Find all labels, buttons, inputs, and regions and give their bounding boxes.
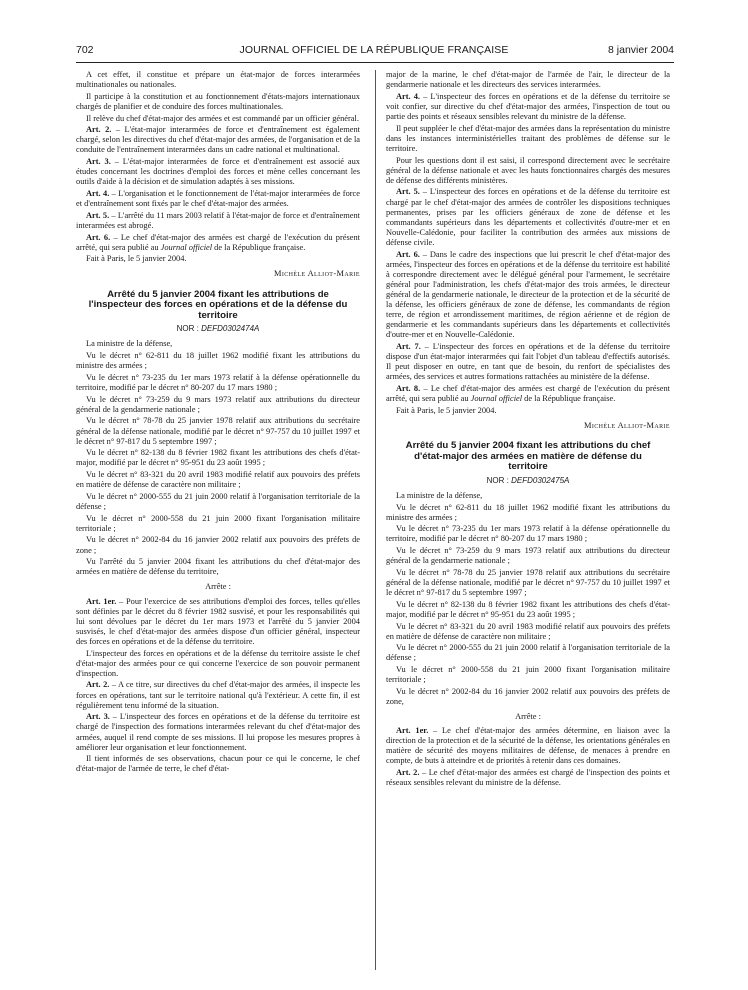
article: [386, 726, 670, 766]
done-at-line: Fait à Paris, le 5 janvier 2004.: [86, 254, 187, 264]
vu-clause: Vu le décret n° 2000-555 du 21 juin 2000 relatif à l'organisation territoriale de la défense ;: [76, 491, 360, 511]
article-label: Art. 1er.: [396, 726, 429, 736]
nor-reference: [76, 324, 360, 334]
article-label: Art. 3.: [86, 712, 110, 722]
column-divider: [375, 70, 376, 970]
nor-code: DEFD0302475A: [511, 475, 570, 485]
article: [386, 250, 670, 341]
done-at-line: Fait à Paris, le 5 janvier 2004.: [396, 405, 497, 415]
page-header: [0, 44, 748, 58]
paragraph-continued: major de la marine, le chef d'état-major de l'armée de l'air, le directeur de la gendarmerie nationale et les directeurs des services interarmées.: [386, 70, 670, 90]
left-column: [76, 70, 360, 776]
article-text: – Le chef d'état-major des armées est chargé de l'exécution du présent arrêté, qui sera publié au: [386, 383, 670, 404]
vu-clause: Vu le décret n° 2002-84 du 16 janvier 2002 relatif aux pouvoirs des préfets de zone ;: [76, 535, 360, 555]
article: [76, 680, 360, 710]
vu-clause: Vu le décret n° 73-259 du 9 mars 1973 relatif aux attributions du directeur général de la gendarmerie nationale ;: [76, 394, 360, 414]
article: [76, 233, 360, 253]
article-text: de la République française.: [522, 394, 616, 404]
vu-clause: Vu le décret n° 73-259 du 9 mars 1973 relatif aux attributions du directeur général de la gendarmerie nationale ;: [386, 546, 670, 566]
article-label: Art. 8.: [396, 383, 421, 393]
header-rule: [76, 62, 674, 63]
article-label: Art. 7.: [396, 342, 421, 351]
decree-heading: Arrêté du 5 janvier 2004 fixant les attributions de l'inspecteur des forces en opérations et de la défense du territoire: [88, 288, 348, 321]
article-text: – Pour l'exercice de ses attributions d'emploi des forces, telles qu'elles sont définies par le décret du 8 février 1982 susvisé, et pour les responsabilités qui lui sont dévolues par le décret du 1er mars 1973 et l'arrêté du 5 janvier 2004 susvisés, le chef d'état-major des armées dispose d'un officier général, inspecteur des forces en opérations et de la défense du territoire.: [76, 596, 360, 646]
article-text: – L'inspecteur des forces en opérations et de la défense du territoire est chargé de l'inspection des formations interarmées relevant du chef d'état-major des armées, auquel il rend compte de ses missions. Il lui propose les mesures propres à améliorer leur organisation et leur fonctionnement.: [76, 712, 360, 752]
article-label: Art. 5.: [86, 210, 110, 220]
article: [76, 712, 360, 752]
vu-clause: Vu le décret n° 62-811 du 18 juillet 1962 modifié fixant les attributions du ministre des armées ;: [76, 351, 360, 371]
article-text: de la République française.: [212, 242, 306, 252]
article-text: – L'inspecteur des forces en opérations et de la défense du territoire dispose d'un état-major interarmées qui fait l'objet d'un tableau d'effectifs autorisés. Il peut disposer en outre, en tant que de besoin, du renfort de spécialistes des armées, des services et autres formations rattachées au ministère de la défense.: [386, 342, 670, 382]
article-text: – L'état-major interarmées de force et d'entraînement est également chargé, selon les directives du chef d'état-major des armées, de l'organisation et de la conduite de l'entraînement interarmées dans un cadre national et multinational.: [76, 125, 361, 155]
article-label: Art. 1er.: [86, 596, 117, 606]
paragraph: Il tient informés de ses observations, chacun pour ce qui le concerne, le chef d'état-major de l'armée de terre, le chef d'état-: [76, 754, 360, 774]
journal-officiel-italic: Journal officiel: [160, 242, 213, 252]
vu-clause: Vu le décret n° 2000-555 du 21 juin 2000 relatif à l'organisation territoriale de la défense ;: [386, 643, 670, 663]
paragraph: L'inspecteur des forces en opérations et de la défense du territoire assiste le chef d'état-major des armées pour ce qui concerne l'exercice de son pouvoir permanent d'inspection.: [76, 648, 360, 678]
article: [76, 189, 360, 209]
article-label: Art. 2.: [86, 125, 112, 135]
vu-clause: Vu l'arrêté du 5 janvier 2004 fixant les attributions du chef d'état-major des armées en matière de défense du territoire,: [76, 557, 360, 577]
article-label: Art. 5.: [396, 187, 420, 197]
vu-clause: Vu le décret n° 78-78 du 25 janvier 1978 relatif aux attributions du secrétaire général de la défense nationale, modifié par le décret n° 97-757 du 10 juillet 1997 et le décret n° 97-817 du 5 septembre 1997 ;: [76, 416, 360, 446]
article: [386, 384, 670, 404]
article-label: Art. 3.: [86, 157, 111, 167]
paragraph: Il relève du chef d'état-major des armées et est commandé par un officier général.: [86, 113, 359, 123]
article: [386, 187, 670, 248]
article-text: – A ce titre, sur directives du chef d'état-major des armées, il inspecte les forces en opérations, tant sur le territoire national qu'à l'extérieur. A cette fin, il est régulièrement tenu informé de la situation.: [76, 680, 360, 710]
vu-clause: Vu le décret n° 2000-558 du 21 juin 2000 fixant l'organisation militaire territoriale ;: [386, 665, 670, 685]
vu-clause: Vu le décret n° 2000-558 du 21 juin 2000 fixant l'organisation militaire territoriale ;: [76, 513, 360, 533]
minister-intro: La ministre de la défense,: [86, 339, 173, 349]
article-text: – L'arrêté du 11 mars 2003 relatif à l'état-major de force et d'entraînement interarmées est abrogé.: [76, 210, 361, 230]
vu-clause: Vu le décret n° 2002-84 du 16 janvier 2002 relatif aux pouvoirs des préfets de zone,: [386, 686, 670, 706]
article-text: – Le chef d'état-major des armées est chargé de l'inspection des points et réseaux sensibles relevant du ministre de la défense.: [386, 768, 670, 788]
nor-label: NOR :: [176, 324, 202, 334]
article: [76, 157, 360, 187]
issue-date: 8 janvier 2004: [608, 44, 674, 56]
vu-clause: Vu le décret n° 73-235 du 1er mars 1973 relatif à la défense opérationnelle du territoire, modifié par le décret n° 80-207 du 17 mars 1980 ;: [386, 524, 670, 544]
nor-label: NOR :: [486, 475, 512, 485]
article-label: Art. 4.: [86, 189, 110, 198]
vu-clause: Vu le décret n° 73-235 du 1er mars 1973 relatif à la défense opérationnelle du territoire, modifié par le décret n° 80-207 du 17 mars 1980 ;: [76, 372, 360, 392]
arrete-label: Arrête :: [515, 712, 541, 722]
article: [76, 597, 360, 647]
article-text: – L'inspecteur des forces en opérations et de la défense du territoire se voit confier, sur directive du chef d'état-major des armées, l'inspection de tout ou partie des points et réseaux sensibles relevant du ministre de la défense.: [386, 91, 670, 121]
paragraph: A cet effet, il constitue et prépare un état-major de forces interarmées multinationales ou nationales.: [76, 70, 360, 90]
journal-officiel-italic: Journal officiel: [470, 394, 523, 404]
paragraph: Il peut suppléer le chef d'état-major des armées dans la représentation du ministre dans les instances interministérielles traitant des problèmes de défense sur le territoire.: [386, 123, 670, 153]
signature: Michèle Alliot-Marie: [273, 269, 360, 279]
vu-clause: Vu le décret n° 83-321 du 20 avril 1983 modifié relatif aux pouvoirs des préfets en matière de défense de caractère non militaire ;: [76, 470, 360, 490]
minister-intro: La ministre de la défense,: [396, 490, 483, 500]
article-label: Art. 2.: [86, 680, 110, 690]
vu-clause: Vu le décret n° 82-138 du 8 février 1982 fixant les attributions des chefs d'état-major, modifié par le décret n° 95-951 du 23 août 1995 ;: [76, 448, 360, 468]
right-column: [386, 70, 670, 790]
vu-clause: Vu le décret n° 83-321 du 20 avril 1983 modifié relatif aux pouvoirs des préfets en matière de défense de caractère non militaire ;: [386, 621, 670, 641]
article-text: – L'organisation et le fonctionnement de l'état-major interarmées de force et d'entraînement sont fixés par le chef d'état-major des armées.: [76, 189, 360, 209]
article-text: – Le chef d'état-major des armées est chargé de l'exécution du présent arrêté, qui sera publié au: [76, 232, 360, 252]
vu-clause: Vu le décret n° 82-138 du 8 février 1982 fixant les attributions des chefs d'état-major, modifié par le décret n° 95-951 du 23 août 1995 ;: [386, 599, 670, 619]
decree-heading: Arrêté du 5 janvier 2004 fixant les attributions du chef d'état-major des armées en matière de défense du territoire: [405, 439, 651, 473]
article-label: Art. 4.: [396, 91, 421, 101]
article: [76, 211, 360, 231]
article: [76, 125, 360, 155]
article-text: – L'état-major interarmées de force et d'entraînement est associé aux études concernant les doctrines d'emploi des forces et mène celles concernant les outils d'aide à la décision et de simulation adaptés à ses missions.: [76, 157, 360, 187]
article-text: – Dans le cadre des inspections que lui prescrit le chef d'état-major des armées, l'inspecteur des forces en opérations et de la défense du territoire est habilité à correspondre directement avec le délégué général pour l'armement, le secrétaire général pour l'administration, les chefs d'état-major des trois armées, le directeur général de la gendarmerie nationale, le directeur de la protection et de la sécurité de la défense, les officiers généraux de zone de défense, les commandants de région terre, de région et arrondissement maritimes, de région aérienne et de région de gendarmerie et les commandants supérieurs dans les départements et collectivités d'outre-mer et en Nouvelle-Calédonie.: [386, 249, 670, 340]
nor-reference: [386, 476, 670, 486]
arrete-label: Arrête :: [205, 582, 231, 592]
vu-clause: Vu le décret n° 62-811 du 18 juillet 1962 modifié fixant les attributions du ministre des armées ;: [386, 502, 670, 522]
article-text: – L'inspecteur des forces en opérations et de la défense du territoire est chargé par le chef d'état-major des armées de contrôler les dispositions techniques permanentes, prises par les officiers généraux de zone de défense et les commandants supérieurs dans les départements et collectivités d'outre-mer et en Nouvelle-Calédonie, pour faciliter la contribution des armées aux missions de défense civile.: [386, 187, 670, 247]
article: [386, 768, 670, 788]
article-text: – Le chef d'état-major des armées détermine, en liaison avec la direction de la protection et de la sécurité de la défense, les orientations générales en matière de sécurité des moyens militaires de défense, de menaces à prendre en compte, de buts à atteindre et de priorités à retenir dans ces domaines.: [386, 726, 670, 766]
page-number: 702: [76, 44, 94, 56]
article-label: Art. 2.: [396, 768, 420, 778]
article-label: Art. 6.: [86, 232, 111, 242]
article-label: Art. 6.: [396, 249, 420, 259]
article: [386, 342, 670, 382]
paragraph: Pour les questions dont il est saisi, il correspond directement avec le secrétaire général de la défense nationale et avec les hauts fonctionnaires chargés des mesures de défense des différents ministères.: [386, 155, 670, 185]
paragraph: Il participe à la constitution et au fonctionnement d'états-majors internationaux chargés de planifier et de conduire des forces multinationales.: [76, 91, 360, 111]
journal-title: JOURNAL OFFICIEL DE LA RÉPUBLIQUE FRANÇAISE: [239, 44, 509, 56]
signature: Michèle Alliot-Marie: [583, 420, 670, 430]
vu-clause: Vu le décret n° 78-78 du 25 janvier 1978 relatif aux attributions du secrétaire général de la défense nationale, modifié par le décret n° 97-757 du 10 juillet 1997 et le décret n° 97-817 du 5 septembre 1997 ;: [386, 567, 670, 598]
nor-code: DEFD0302474A: [201, 324, 260, 334]
article: [386, 92, 670, 122]
